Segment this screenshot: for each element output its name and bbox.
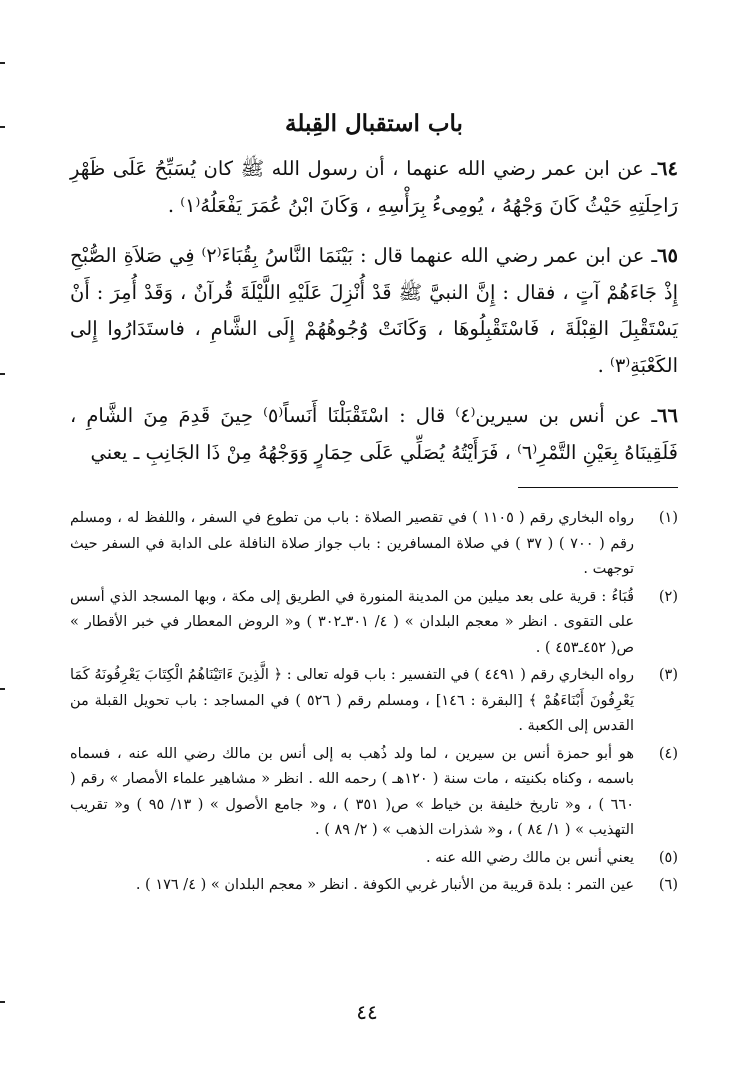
margin-mark: [0, 62, 5, 64]
hadith-number: ٦٤: [657, 157, 678, 180]
footnote-3: [70, 663, 678, 740]
chapter-title: باب استقبال القِبلة: [285, 110, 463, 137]
footnote-number: (٦): [658, 877, 678, 893]
page-body: [70, 110, 678, 901]
footnote-text: هو أبو حمزة أنس بن سيرين ، لما ولد ذُهب به إلى أنس بن مالك رضي الله عنه ، فسماه باسمه ، وكناه بكنيته ، مات سنة ( ١٢٠هـ ) رحمه الله . انظر « مشاهير علماء الأمصار » رقم ( ٦٦٠ ) ، و« تاريخ خليفة بن خياط » ص( ٣٥١ ) ، و« جامع الأصول » ( ١٣/ ٩٥ ) و« تقريب التهذيب » ( ١/ ٨٤ ) ، و« شذرات الذهب » ( ٢/ ٨٩ ) .: [70, 745, 634, 838]
footnote-text: رواه البخاري رقم ( ٤٤٩١ ) في التفسير : باب قوله تعالى : ﴿ الَّذِينَ ءَاتَيْنَاهُمُ الْكِتَابَ يَعْرِفُونَهُ كَمَا يَعْرِفُونَ أَبْنَاءَهُمْ ﴾ [البقرة : ١٤٦] ، ومسلم رقم ( ٥٢٦ ) في المساجد : باب تحويل القبلة من القدس إلى الكعبة .: [70, 667, 634, 734]
hadith-text: ـ عن أنس بن سيرين⁽٤⁾ قال : اسْتَقْبَلْنَا أَنَساً⁽٥⁾ حِينَ قَدِمَ مِنَ الشَّامِ ، فَلَقِينَاهُ بِعَيْنِ التَّمْرِ⁽٦⁾ ، فَرَأَيْتُهُ يُصَلِّي عَلَى حِمَارٍ وَوَجْهُهُ مِنْ ذَا الجَانِبِ ـ يعني: [70, 404, 678, 464]
footnote-6: [70, 873, 678, 899]
footnote-divider: [518, 487, 678, 488]
footnote-number: (١): [658, 510, 678, 526]
footnote-text: رواه البخاري رقم ( ١١٠٥ ) في تقصير الصلاة : باب من تطوع في السفر ، واللفظ له ، ومسلم رقم ( ٧٠٠ ) ( ٣٧ ) في صلاة المسافرين : باب جواز صلاة النافلة على الدابة في السفر حيث توجهت .: [70, 510, 634, 577]
hadith-text: ـ عن ابن عمر رضي الله عنهما ، أن رسول الله ﷺ كان يُسَبِّحُ عَلَى ظَهْرِ رَاحِلَتِهِ حَيْثُ كَانَ وَجْهُهُ ، يُومِىءُ بِرَأْسِهِ ، وَكَانَ ابْنُ عُمَرَ يَفْعَلُهُ⁽١⁾ .: [70, 157, 678, 217]
footnote-number: (٥): [658, 849, 678, 866]
footnote-text: يعني أنس بن مالك رضي الله عنه .: [425, 849, 634, 866]
footnote-5: [70, 846, 678, 872]
hadith-number: ٦٦: [657, 404, 678, 427]
hadith-64: [70, 151, 678, 224]
page-number: ٤٤: [356, 1000, 378, 1024]
footnote-number: (٢): [658, 588, 678, 605]
margin-mark: [0, 126, 5, 128]
hadith-text: ـ عن ابن عمر رضي الله عنهما قال : بَيْنَمَا النَّاسُ بِقُبَاءَ⁽٢⁾ فِي صَلاَةِ الصُّبْحِ إِذْ جَاءَهُمْ آتٍ ، فقال : إِنَّ النبيَّ ﷺ قَدْ أُنْزِلَ عَلَيْهِ اللَّيْلَةَ قُرآنٌ ، وَقَدْ أُمِرَ : أَنْ يَسْتَقْبِلَ القِبْلَةَ ، فَاسْتَقْبِلُوهَا ، وَكَانَتْ وُجُوهُهُمْ إِلَى الشَّامِ ، فاستَدَارُوا إِلى الكَعْبَةِ⁽٣⁾ .: [70, 244, 678, 377]
footnote-text: عين التمر : بلدة قريبة من الأنبار غربي الكوفة . انظر « معجم البلدان » ( ٤/ ١٧٦ ) .: [135, 877, 634, 893]
footnote-text: قُبَاءُ : قرية على بعد ميلين من المدينة المنورة في الطريق إلى مكة ، وبها المسجد الذي أسس على التقوى . انظر « معجم البلدان » ( ٤/ ٣٠١ـ٣٠٢ ) و« الروض المعطار في خبر الأقطار » ص( ٤٥٢ـ٤٥٣ ) .: [70, 588, 635, 656]
hadith-number: ٦٥: [657, 244, 678, 267]
footnote-1: [70, 506, 678, 583]
footnote-4: [70, 742, 678, 844]
footnote-number: (٣): [658, 667, 678, 683]
footnote-2: [70, 585, 678, 662]
hadith-66: [70, 398, 678, 471]
margin-mark: [0, 373, 5, 375]
footnote-number: (٤): [658, 745, 678, 762]
margin-mark: [0, 688, 5, 690]
hadith-65: [70, 238, 678, 384]
